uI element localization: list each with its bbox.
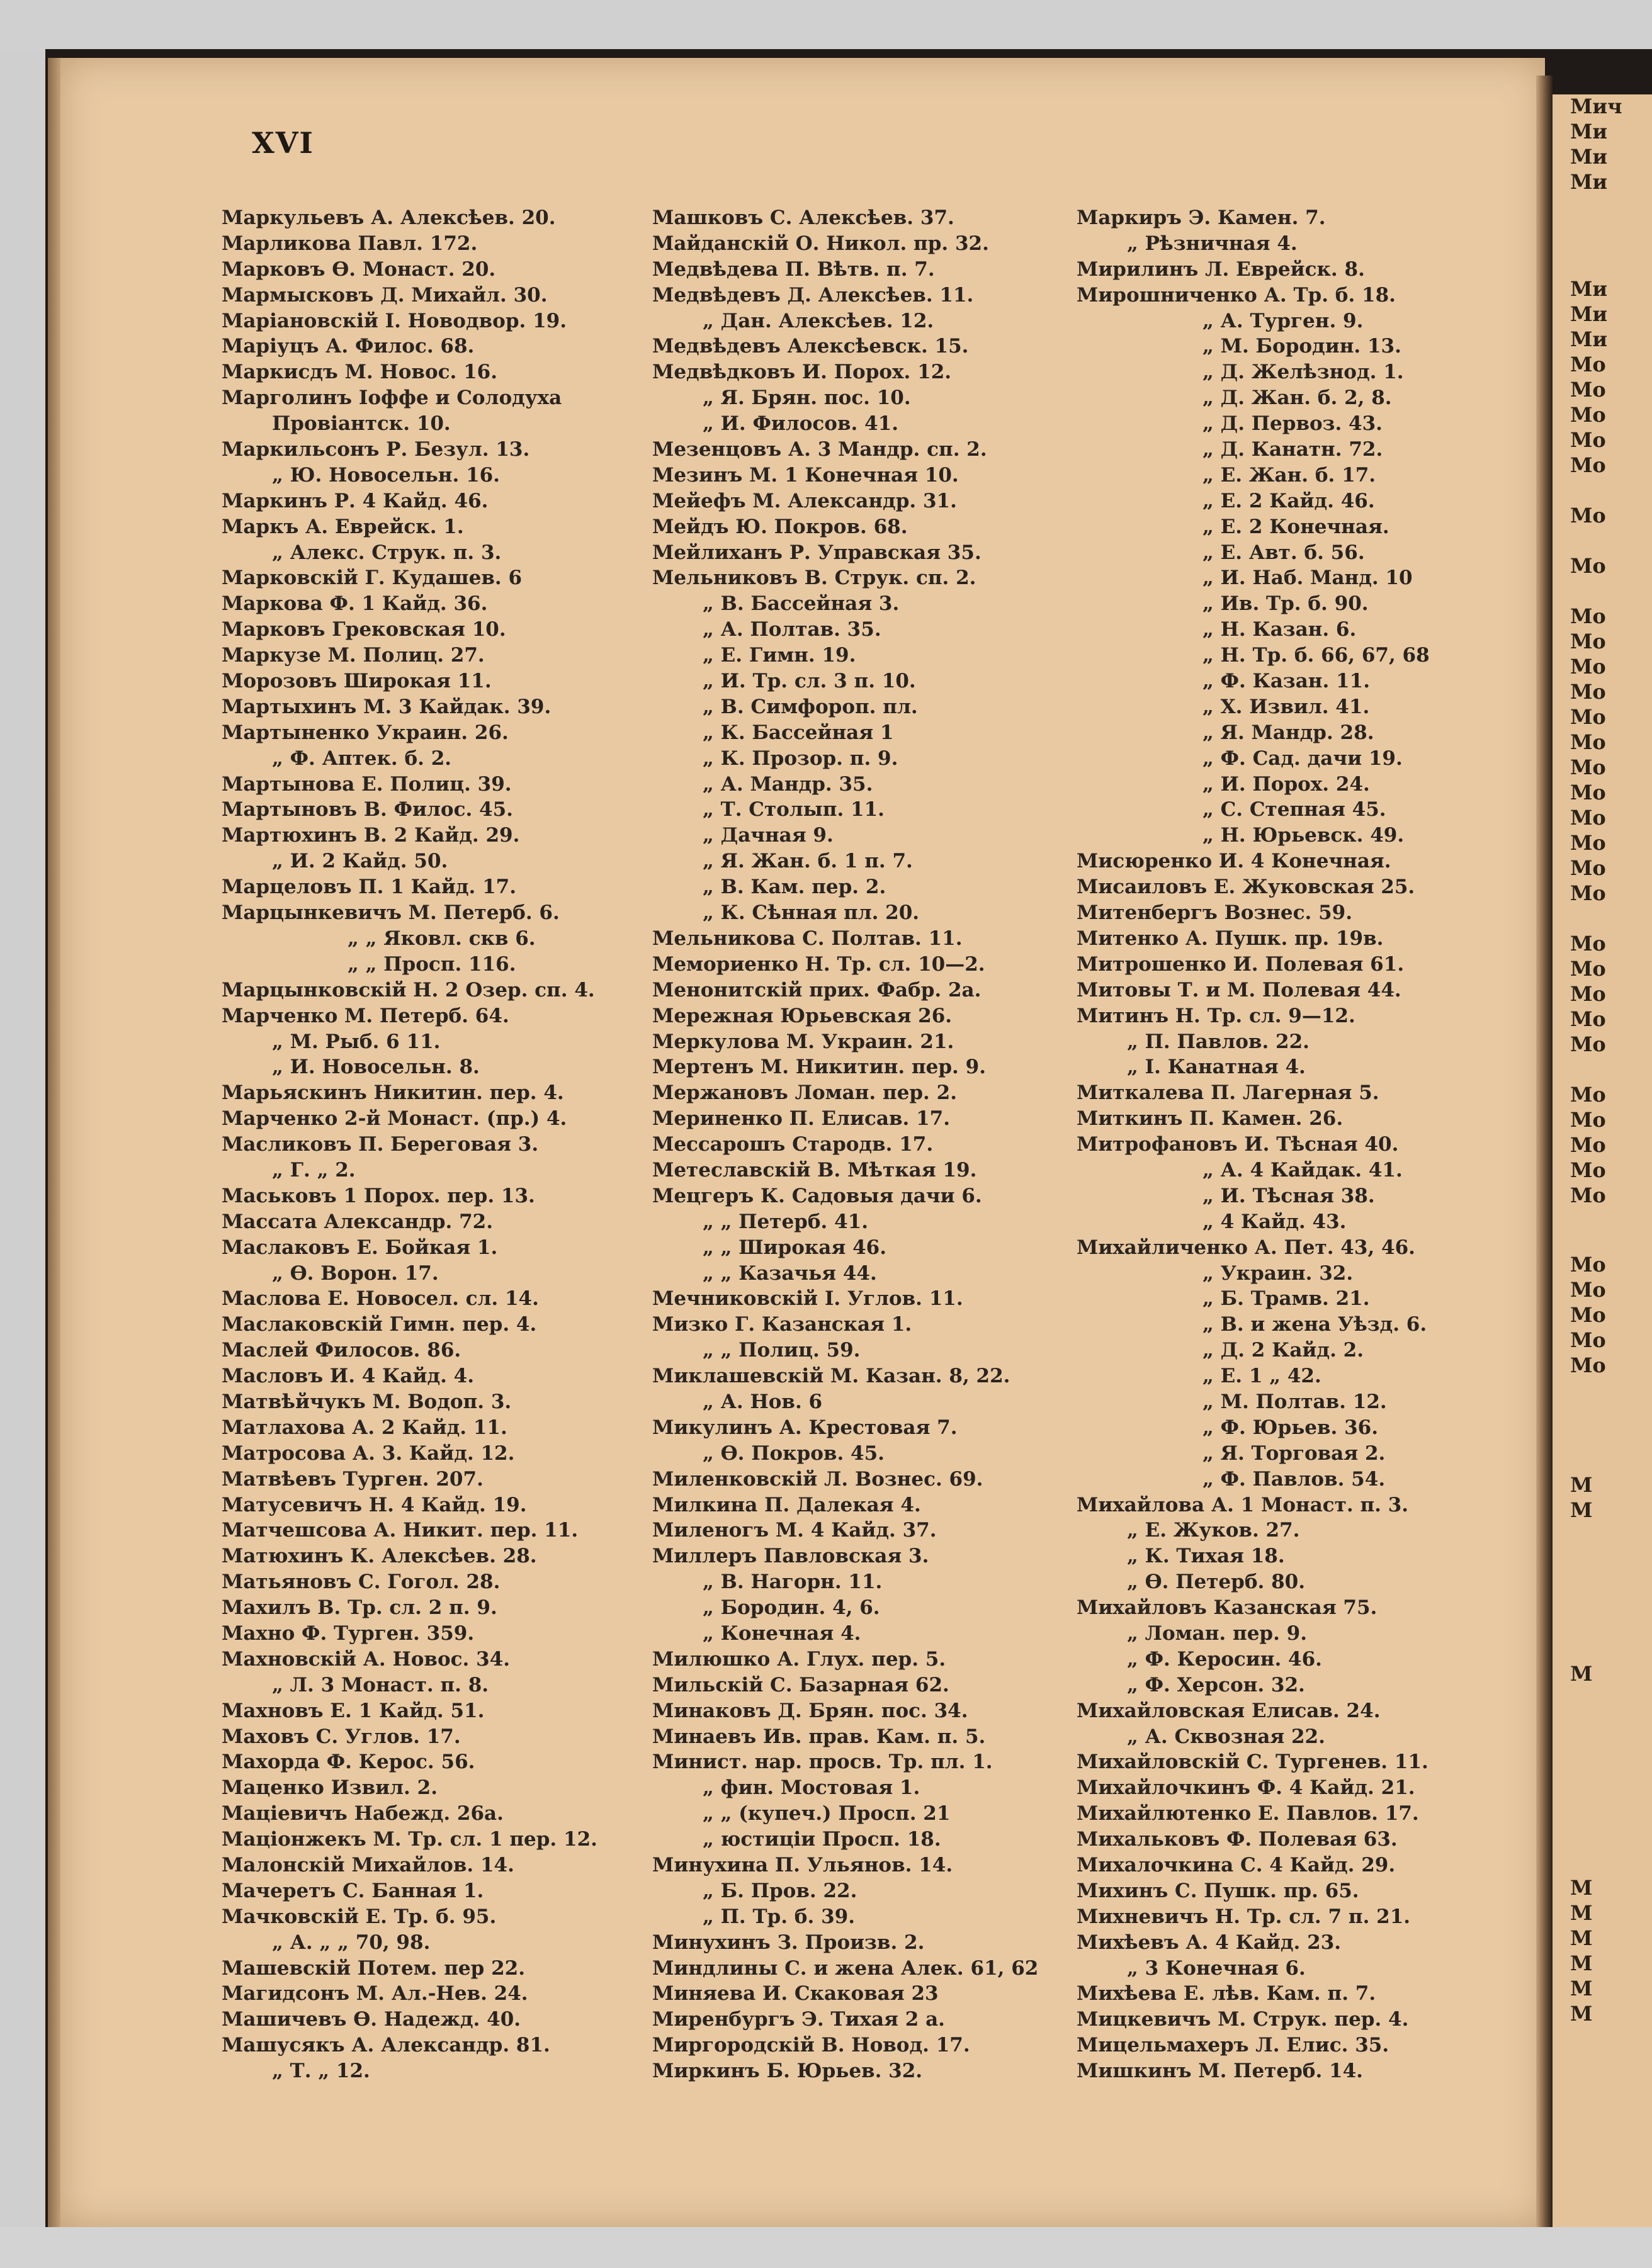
- facing-page-entry-fragment: Ми: [1570, 302, 1608, 326]
- scan-background-top: [0, 0, 1652, 50]
- directory-entry: Михайловская Елисав. 24.: [1077, 1699, 1381, 1722]
- directory-entry: „ 3 Конечная 6.: [1127, 1956, 1306, 1980]
- directory-entry: Матюхинъ К. Алексѣев. 28.: [222, 1545, 537, 1568]
- directory-entry: „ Ѳ. Ворон. 17.: [272, 1261, 439, 1285]
- directory-entry: „ И. Филосов. 41.: [703, 412, 899, 436]
- directory-entry: „ „ (купеч.) Просп. 21: [703, 1802, 951, 1825]
- facing-page-entry-fragment: Мо: [1570, 957, 1606, 981]
- facing-page-entry-fragment: Мич: [1570, 94, 1622, 118]
- facing-page-entry-fragment: Мо: [1570, 806, 1606, 830]
- directory-entry: „ Ив. Тр. б. 90.: [1202, 592, 1369, 616]
- directory-entry: Матвѣйчукъ М. Водоп. 3.: [222, 1390, 512, 1413]
- directory-entry: „ Дан. Алексѣев. 12.: [703, 309, 934, 332]
- directory-entry: „ Е. 1 „ 42.: [1202, 1365, 1321, 1388]
- directory-entry: Маріуцъ А. Филос. 68.: [222, 335, 475, 358]
- directory-entry: Масловъ И. 4 Кайд. 4.: [222, 1365, 475, 1388]
- directory-entry: Мицкевичъ М. Струк. пер. 4.: [1077, 2008, 1409, 2031]
- directory-entry: Марковъ Ѳ. Монаст. 20.: [222, 257, 496, 281]
- directory-entry: „ Е. Жуков. 27.: [1127, 1519, 1300, 1542]
- directory-entry: Мартюхинъ В. 2 Кайд. 29.: [222, 824, 520, 847]
- directory-entry: „ А. 4 Кайдак. 41.: [1202, 1158, 1403, 1182]
- directory-entry: „ Е. 2 Кайд. 46.: [1202, 489, 1375, 512]
- directory-entry: Маслаковъ Е. Бойкая 1.: [222, 1236, 498, 1259]
- directory-entry: „ Ѳ. Петерб. 80.: [1127, 1571, 1306, 1594]
- directory-entry: Миренбургъ Э. Тихая 2 а.: [652, 2008, 945, 2031]
- facing-page-entry-fragment: Мо: [1570, 1328, 1606, 1352]
- directory-entry: „ Я. Жан. б. 1 п. 7.: [703, 850, 913, 873]
- directory-entry: Мисаиловъ Е. Жуковская 25.: [1077, 876, 1415, 899]
- directory-entry: Мезенцовъ А. 3 Мандр. сп. 2.: [652, 438, 987, 461]
- directory-entry: „ И. Новосельн. 8.: [272, 1056, 480, 1079]
- directory-entry: Мемориенко Н. Тр. сл. 10—2.: [652, 952, 985, 976]
- directory-entry: Метеславскій В. Мѣткая 19.: [652, 1158, 977, 1182]
- directory-entry: Михайлова А. 1 Монаст. п. 3.: [1077, 1493, 1409, 1516]
- directory-entry: „ Е. 2 Конечная.: [1202, 515, 1389, 538]
- facing-page-entry-fragment: М: [1570, 1951, 1593, 1975]
- facing-page-entry-fragment: Мо: [1570, 982, 1606, 1006]
- directory-entry: Маркиръ Э. Камен. 7.: [1077, 206, 1326, 229]
- directory-entry: „ И. Наб. Манд. 10: [1202, 567, 1413, 590]
- directory-entry: Марченко 2-й Монаст. (пр.) 4.: [222, 1107, 567, 1131]
- directory-entry: Масликовъ П. Береговая 3.: [222, 1133, 539, 1156]
- directory-entry: Мартыхинъ М. 3 Кайдак. 39.: [222, 695, 552, 718]
- directory-entry: Мирошниченко А. Тр. б. 18.: [1077, 283, 1396, 307]
- directory-entry: Миркинъ Б. Юрьев. 32.: [652, 2060, 923, 2083]
- directory-entry: Миндлины С. и жена Алек. 61, 62: [652, 1956, 1039, 1980]
- facing-page-entry-fragment: Ми: [1570, 145, 1608, 169]
- directory-entry: „ „ Яковл. скв 6.: [348, 927, 536, 950]
- directory-entry: Михинъ С. Пушк. пр. 65.: [1077, 1879, 1359, 1902]
- directory-entry: „ К. Тихая 18.: [1127, 1545, 1285, 1568]
- directory-entry: Мирилинъ Л. Еврейск. 8.: [1077, 257, 1365, 281]
- directory-entry: Матчешсова А. Никит. пер. 11.: [222, 1519, 579, 1542]
- directory-entry: Мильскій С. Базарная 62.: [652, 1673, 949, 1696]
- directory-entry: „ 4 Кайд. 43.: [1202, 1210, 1347, 1233]
- directory-entry: Минаковъ Д. Брян. пос. 34.: [652, 1699, 968, 1722]
- directory-entry: Махорда Ф. Керос. 56.: [222, 1751, 475, 1774]
- directory-entry: Мисюренко И. 4 Конечная.: [1077, 850, 1391, 873]
- directory-entry: Медвѣдева П. Вѣтв. п. 7.: [652, 257, 935, 281]
- directory-entry: „ Ф. Казан. 11.: [1202, 670, 1370, 693]
- directory-entry: „ Е. Жан. б. 17.: [1202, 463, 1376, 487]
- book-gutter: [1536, 76, 1553, 2228]
- directory-entry: „ „ Широкая 46.: [703, 1236, 887, 1259]
- facing-page-entry-fragment: Мо: [1570, 428, 1606, 452]
- directory-entry: „ Дачная 9.: [703, 824, 834, 847]
- facing-page-entry-fragment: Мо: [1570, 1253, 1606, 1277]
- directory-entry: Медвѣдевъ Д. Алексѣев. 11.: [652, 283, 974, 307]
- directory-entry: Мечниковскій І. Углов. 11.: [652, 1287, 963, 1311]
- directory-column-2: [652, 205, 1087, 2084]
- directory-entry: Михайличенко А. Пет. 43, 46.: [1077, 1236, 1415, 1259]
- directory-entry: Менонитскій прих. Фабр. 2а.: [652, 978, 982, 1001]
- directory-entry: „ В. Симфороп. пл.: [703, 695, 918, 718]
- facing-page-entry-fragment: Мо: [1570, 781, 1606, 804]
- facing-page-entry-fragment: Мо: [1570, 554, 1606, 578]
- directory-entry: „ В. и жена Уѣзд. 6.: [1202, 1313, 1427, 1336]
- facing-page-entry-fragment: Мо: [1570, 1158, 1606, 1182]
- directory-entry: Массата Александр. 72.: [222, 1210, 494, 1233]
- directory-entry: Медвѣдевъ Алексѣевск. 15.: [652, 335, 969, 358]
- facing-page-entry-fragment: Мо: [1570, 655, 1606, 679]
- directory-entry: Мачеретъ С. Банная 1.: [222, 1879, 484, 1902]
- directory-entry: Морозовъ Широкая 11.: [222, 670, 492, 693]
- directory-entry: Матросова А. 3. Кайд. 12.: [222, 1441, 515, 1465]
- directory-entry: Маркъ А. Еврейск. 1.: [222, 515, 464, 538]
- directory-entry: „ Рѣзничная 4.: [1127, 232, 1298, 255]
- directory-entry: „ А. Сквозная 22.: [1127, 1725, 1325, 1748]
- directory-entry: Миклашевскій М. Казан. 8, 22.: [652, 1365, 1010, 1388]
- facing-page-entry-fragment: М: [1570, 1473, 1593, 1497]
- directory-entry: Минист. нар. просв. Тр. пл. 1.: [652, 1751, 993, 1774]
- directory-entry: Миленковскій Л. Вознес. 69.: [652, 1467, 983, 1491]
- directory-entry: Маркузе М. Полиц. 27.: [222, 644, 485, 667]
- facing-page-entry-fragment: Мо: [1570, 604, 1606, 628]
- directory-entry: Мачковскій Е. Тр. б. 95.: [222, 1905, 497, 1928]
- directory-entry: „ Д. Жан. б. 2, 8.: [1202, 386, 1392, 410]
- facing-page-entry-fragment: Мо: [1570, 1353, 1606, 1377]
- facing-page-entry-fragment: Мо: [1570, 856, 1606, 880]
- facing-page-entry-fragment: Мо: [1570, 1303, 1606, 1327]
- page-number: XVI: [252, 126, 314, 160]
- directory-entry: Михальковъ Ф. Полевая 63.: [1077, 1828, 1398, 1851]
- directory-entry: Митовы Т. и М. Полевая 44.: [1077, 978, 1401, 1001]
- directory-entry: „ К. Сѣнная пл. 20.: [703, 901, 920, 925]
- directory-entry: „ И. Тр. сл. 3 п. 10.: [703, 670, 916, 693]
- directory-entry: Мартынова Е. Полиц. 39.: [222, 772, 512, 796]
- facing-page-entry-fragment: М: [1570, 1498, 1593, 1522]
- facing-page-entry-fragment: Мо: [1570, 1108, 1606, 1132]
- directory-entry: „ Я. Брян. пос. 10.: [703, 386, 911, 410]
- directory-entry: „ Ѳ. Покров. 45.: [703, 1441, 885, 1465]
- directory-entry: „ „ Полиц. 59.: [703, 1339, 861, 1362]
- directory-entry: „ Ф. Аптек. б. 2.: [272, 747, 452, 770]
- directory-entry: Мельникова С. Полтав. 11.: [652, 927, 963, 950]
- directory-entry: Марцынкевичъ М. Петерб. 6.: [222, 901, 560, 925]
- facing-page-entry-fragment: Мо: [1570, 755, 1606, 779]
- directory-entry: Матьяновъ С. Гогол. 28.: [222, 1571, 501, 1594]
- directory-entry: Махно Ф. Турген. 359.: [222, 1622, 475, 1645]
- directory-entry: Мизко Г. Казанская 1.: [652, 1313, 912, 1336]
- directory-entry: „ И. Порох. 24.: [1202, 772, 1370, 796]
- directory-entry: Маслаковскій Гимн. пер. 4.: [222, 1313, 537, 1336]
- directory-entry: „ Ломан. пер. 9.: [1127, 1622, 1308, 1645]
- facing-page-entry-fragment: Мо: [1570, 730, 1606, 754]
- facing-page-entry-fragment: Мо: [1570, 1032, 1606, 1056]
- directory-entry: Махновскій А. Новос. 34.: [222, 1647, 511, 1671]
- directory-entry: Машичевъ Ѳ. Надежд. 40.: [222, 2008, 521, 2031]
- directory-entry: „ Х. Извил. 41.: [1202, 695, 1370, 718]
- directory-entry: Махилъ В. Тр. сл. 2 п. 9.: [222, 1596, 497, 1620]
- directory-entry: Мартыновъ В. Филос. 45.: [222, 798, 513, 821]
- directory-entry: „ Украин. 32.: [1202, 1261, 1354, 1285]
- directory-entry: „ И. Тѣсная 38.: [1202, 1184, 1375, 1207]
- directory-entry: „ Н. Тр. б. 66, 67, 68: [1202, 644, 1430, 667]
- directory-entry: Малонскій Михайлов. 14.: [222, 1854, 514, 1876]
- directory-entry: Минухинъ З. Произв. 2.: [652, 1931, 925, 1954]
- directory-entry: Маценко Извил. 2.: [222, 1776, 438, 1800]
- directory-entry: Мертенъ М. Никитин. пер. 9.: [652, 1056, 986, 1079]
- directory-entry: „ Т. „ 12.: [272, 2060, 370, 2083]
- directory-entry: „ И. 2 Кайд. 50.: [272, 850, 448, 873]
- directory-entry: „ Бородин. 4, 6.: [703, 1596, 880, 1620]
- directory-entry: „ С. Степная 45.: [1202, 798, 1386, 821]
- directory-entry: „ юстиціи Просп. 18.: [703, 1828, 941, 1851]
- directory-entry: Мартыненко Украин. 26.: [222, 721, 509, 744]
- directory-entry: „ Е. Гимн. 19.: [703, 644, 856, 667]
- directory-entry: „ М. Полтав. 12.: [1202, 1390, 1387, 1413]
- facing-page-entry-fragment: Мо: [1570, 453, 1606, 477]
- directory-entry: Михалочкина С. 4 Кайд. 29.: [1077, 1854, 1396, 1876]
- directory-entry: Маслей Филосов. 86.: [222, 1339, 461, 1362]
- facing-page-entry-fragment: Мо: [1570, 1007, 1606, 1031]
- directory-entry: „ І. Канатная 4.: [1127, 1056, 1306, 1079]
- next-page-fragment: [1553, 94, 1652, 2228]
- directory-entry: „ Конечная 4.: [703, 1622, 861, 1645]
- directory-entry: Мармысковъ Д. Михайл. 30.: [222, 283, 548, 307]
- directory-entry: „ П. Павлов. 22.: [1127, 1030, 1310, 1053]
- directory-entry: Марликова Павл. 172.: [222, 232, 478, 255]
- directory-entry: „ фин. Мостовая 1.: [703, 1776, 920, 1800]
- directory-entry: Мецгеръ К. Садовыя дачи 6.: [652, 1184, 982, 1207]
- facing-page-entry-fragment: Мо: [1570, 705, 1606, 729]
- directory-entry: Маркульевъ А. Алексѣев. 20.: [222, 206, 556, 229]
- directory-entry: „ А. „ „ 70, 98.: [272, 1931, 431, 1954]
- directory-entry: Митенко А. Пушк. пр. 19в.: [1077, 927, 1384, 950]
- directory-entry: Марковъ Грековская 10.: [222, 618, 506, 641]
- facing-page-entry-fragment: Мо: [1570, 1133, 1606, 1157]
- directory-entry: Мериненко П. Елисав. 17.: [652, 1107, 951, 1131]
- directory-entry: Мейлиханъ Р. Управская 35.: [652, 541, 982, 564]
- facing-page-entry-fragment: Мо: [1570, 629, 1606, 653]
- facing-page-entry-fragment: М: [1570, 1926, 1593, 1950]
- facing-page-entry-fragment: М: [1570, 1901, 1593, 1925]
- directory-entry: Маркова Ф. 1 Кайд. 36.: [222, 592, 488, 616]
- directory-entry: Майданскій О. Никол. пр. 32.: [652, 232, 989, 255]
- directory-entry: Мицельмахеръ Л. Елис. 35.: [1077, 2034, 1389, 2057]
- directory-entry: „ К. Прозор. п. 9.: [703, 747, 898, 770]
- facing-page-entry-fragment: Ми: [1570, 327, 1608, 351]
- directory-entry: „ Я. Мандр. 28.: [1202, 721, 1374, 744]
- directory-entry: „ А. Мандр. 35.: [703, 772, 873, 796]
- directory-entry: Марцынковскій Н. 2 Озер. сп. 4.: [222, 978, 595, 1001]
- facing-page-entry-fragment: М: [1570, 1977, 1593, 2000]
- facing-page-entry-fragment: Мо: [1570, 378, 1606, 402]
- directory-entry: Михневичъ Н. Тр. сл. 7 п. 21.: [1077, 1905, 1411, 1928]
- directory-entry: „ Ф. Сад. дачи 19.: [1202, 747, 1403, 770]
- directory-entry: „ Д. Желѣзнод. 1.: [1202, 361, 1404, 384]
- directory-entry: „ А. Турген. 9.: [1202, 309, 1364, 332]
- facing-page-entry-fragment: Ми: [1570, 170, 1608, 194]
- directory-entry: Михѣевъ А. 4 Кайд. 23.: [1077, 1931, 1342, 1954]
- facing-page-entry-fragment: Мо: [1570, 403, 1606, 427]
- directory-entry: Михайловъ Казанская 75.: [1077, 1596, 1378, 1620]
- directory-entry: „ В. Нагорн. 11.: [703, 1571, 883, 1594]
- directory-entry: Мережная Юрьевская 26.: [652, 1004, 953, 1027]
- directory-entry: Медвѣдковъ И. Порох. 12.: [652, 361, 952, 384]
- directory-entry: Марковскій Г. Кудашев. 6: [222, 567, 523, 590]
- facing-page-entry-fragment: Мо: [1570, 881, 1606, 905]
- directory-entry: „ Н. Казан. 6.: [1202, 618, 1357, 641]
- directory-entry: „ В. Бассейная 3.: [703, 592, 900, 616]
- directory-entry: Мержановъ Ломан. пер. 2.: [652, 1081, 957, 1105]
- directory-entry: Миняева И. Скаковая 23: [652, 1982, 939, 2006]
- directory-entry: Милюшко А. Глух. пер. 5.: [652, 1647, 946, 1671]
- directory-entry: „ Н. Юрьевск. 49.: [1202, 824, 1405, 847]
- scan-background-bottom: [0, 2227, 1652, 2268]
- directory-entry: Мессарошъ Стародв. 17.: [652, 1133, 934, 1156]
- facing-page-entry-fragment: Мо: [1570, 1083, 1606, 1107]
- directory-entry: „ Б. Пров. 22.: [703, 1879, 857, 1902]
- directory-entry: Маркильсонъ Р. Безул. 13.: [222, 438, 530, 461]
- directory-entry: Митинъ Н. Тр. сл. 9—12.: [1077, 1004, 1355, 1027]
- facing-page-entry-fragment: Мо: [1570, 932, 1606, 956]
- facing-page-entry-fragment: М: [1570, 1876, 1593, 1900]
- directory-entry: „ Ф. Керосин. 46.: [1127, 1647, 1322, 1671]
- directory-entry: Миллеръ Павловская 3.: [652, 1545, 929, 1568]
- facing-page-entry-fragment: Мо: [1570, 504, 1606, 528]
- directory-entry: Махновъ Е. 1 Кайд. 51.: [222, 1699, 485, 1722]
- directory-entry: Маціевичъ Набежд. 26а.: [222, 1802, 504, 1825]
- directory-entry: „ Ф. Юрьев. 36.: [1202, 1416, 1379, 1439]
- directory-entry: „ К. Бассейная 1: [703, 721, 894, 744]
- directory-entry: Марьяскинъ Никитин. пер. 4.: [222, 1081, 564, 1105]
- directory-entry: Мейефъ М. Александр. 31.: [652, 489, 957, 512]
- directory-entry: „ Б. Трамв. 21.: [1202, 1287, 1370, 1311]
- facing-page-entry-fragment: Мо: [1570, 680, 1606, 704]
- directory-entry: Марченко М. Петерб. 64.: [222, 1004, 509, 1027]
- directory-entry: Мишкинъ М. Петерб. 14.: [1077, 2060, 1363, 2083]
- directory-entry: „ В. Кам. пер. 2.: [703, 876, 886, 899]
- directory-entry: „ А. Нов. 6: [703, 1390, 823, 1413]
- facing-page-entry-fragment: М: [1570, 2002, 1593, 2026]
- directory-entry: Миленогъ М. 4 Кайд. 37.: [652, 1519, 937, 1542]
- facing-page-entry-fragment: Ми: [1570, 120, 1608, 144]
- directory-entry: „ Е. Авт. б. 56.: [1202, 541, 1365, 564]
- directory-entry: „ Д. Канатн. 72.: [1202, 438, 1383, 461]
- directory-entry: Милкина П. Далекая 4.: [652, 1493, 921, 1516]
- page-edge: [48, 58, 62, 2227]
- facing-page-entry-fragment: Мо: [1570, 1183, 1606, 1207]
- directory-entry: Микулинъ А. Крестовая 7.: [652, 1416, 958, 1439]
- directory-column-1: [222, 205, 656, 2084]
- directory-entry: Машусякъ А. Александр. 81.: [222, 2034, 550, 2057]
- directory-entry: „ Ф. Херсон. 32.: [1127, 1673, 1305, 1696]
- directory-entry: Миткинъ П. Камен. 26.: [1077, 1107, 1344, 1131]
- directory-entry: „ Ф. Павлов. 54.: [1202, 1467, 1386, 1491]
- directory-entry: „ Алекс. Струк. п. 3.: [272, 541, 502, 564]
- directory-entry: „ Д. Первоз. 43.: [1202, 412, 1383, 436]
- directory-entry: „ Ю. Новосельн. 16.: [272, 463, 500, 487]
- directory-entry: Маркинъ Р. 4 Кайд. 46.: [222, 489, 489, 512]
- directory-entry: Минухина П. Ульянов. 14.: [652, 1854, 953, 1876]
- directory-entry: „ „ Казачья 44.: [703, 1261, 877, 1285]
- facing-page-entry-fragment: М: [1570, 1662, 1593, 1686]
- directory-entry: Митрофановъ И. Тѣсная 40.: [1077, 1133, 1399, 1156]
- directory-entry: „ А. Полтав. 35.: [703, 618, 881, 641]
- directory-entry: Маховъ С. Углов. 17.: [222, 1725, 461, 1748]
- directory-entry: Машковъ С. Алексѣев. 37.: [652, 206, 954, 229]
- directory-entry: Михайлочкинъ Ф. 4 Кайд. 21.: [1077, 1776, 1415, 1800]
- directory-entry: Мельниковъ В. Струк. сп. 2.: [652, 567, 976, 590]
- directory-entry: Матлахова А. 2 Кайд. 11.: [222, 1416, 507, 1439]
- directory-entry: Михайловскій С. Тургенев. 11.: [1077, 1751, 1429, 1774]
- directory-entry: „ „ Петерб. 41.: [703, 1210, 869, 1233]
- directory-entry: Миргородскій В. Новод. 17.: [652, 2034, 970, 2057]
- directory-entry: Маслова Е. Новосел. сл. 14.: [222, 1287, 539, 1311]
- directory-entry: Провіантск. 10.: [272, 412, 451, 436]
- directory-column-3: [1077, 205, 1511, 2084]
- directory-entry: „ Я. Торговая 2.: [1202, 1441, 1386, 1465]
- directory-entry: Мейдъ Ю. Покров. 68.: [652, 515, 908, 538]
- directory-entry: Машевскій Потем. пер 22.: [222, 1956, 526, 1980]
- directory-entry: Михайлютенко Е. Павлов. 17.: [1077, 1802, 1419, 1825]
- directory-entry: „ П. Тр. б. 39.: [703, 1905, 856, 1928]
- facing-page-entry-fragment: Мо: [1570, 1278, 1606, 1302]
- directory-entry: „ Т. Столып. 11.: [703, 798, 885, 821]
- directory-entry: Мезинъ М. 1 Конечная 10.: [652, 463, 959, 487]
- directory-entry: Михѣева Е. лѣв. Кам. п. 7.: [1077, 1982, 1376, 2006]
- directory-entry: „ М. Рыб. 6 11.: [272, 1030, 441, 1053]
- directory-entry: „ Д. 2 Кайд. 2.: [1202, 1339, 1364, 1362]
- facing-page-entry-fragment: Мо: [1570, 353, 1606, 376]
- directory-entry: Марцеловъ П. 1 Кайд. 17.: [222, 876, 517, 899]
- directory-entry: Миткалева П. Лагерная 5.: [1077, 1081, 1379, 1105]
- directory-entry: Меркулова М. Украин. 21.: [652, 1030, 954, 1053]
- directory-entry: Маськовъ 1 Порох. пер. 13.: [222, 1184, 535, 1207]
- directory-entry: „ М. Бородин. 13.: [1202, 335, 1401, 358]
- directory-entry: Маріановскій І. Новодвор. 19.: [222, 309, 567, 332]
- directory-entry: Матусевичъ Н. 4 Кайд. 19.: [222, 1493, 527, 1516]
- directory-entry: Марголинъ Іоффе и Солодуха: [222, 386, 562, 410]
- directory-entry: Маркисдъ М. Новос. 16.: [222, 361, 498, 384]
- directory-entry: Минаевъ Ив. прав. Кам. п. 5.: [652, 1725, 986, 1748]
- directory-entry: Маціонжекъ М. Тр. сл. 1 пер. 12.: [222, 1828, 597, 1851]
- facing-page-entry-fragment: Ми: [1570, 277, 1608, 301]
- directory-entry: „ Л. 3 Монаст. п. 8.: [272, 1673, 489, 1696]
- directory-entry: „ „ Просп. 116.: [348, 952, 516, 976]
- directory-entry: Митрошенко И. Полевая 61.: [1077, 952, 1405, 976]
- directory-entry: Магидсонъ М. Ал.-Нев. 24.: [222, 1982, 528, 2006]
- directory-entry: „ Г. „ 2.: [272, 1158, 356, 1182]
- directory-entry: Митенбергъ Вознес. 59.: [1077, 901, 1353, 925]
- facing-page-entry-fragment: Мо: [1570, 831, 1606, 855]
- directory-entry: Матвѣевъ Турген. 207.: [222, 1467, 484, 1491]
